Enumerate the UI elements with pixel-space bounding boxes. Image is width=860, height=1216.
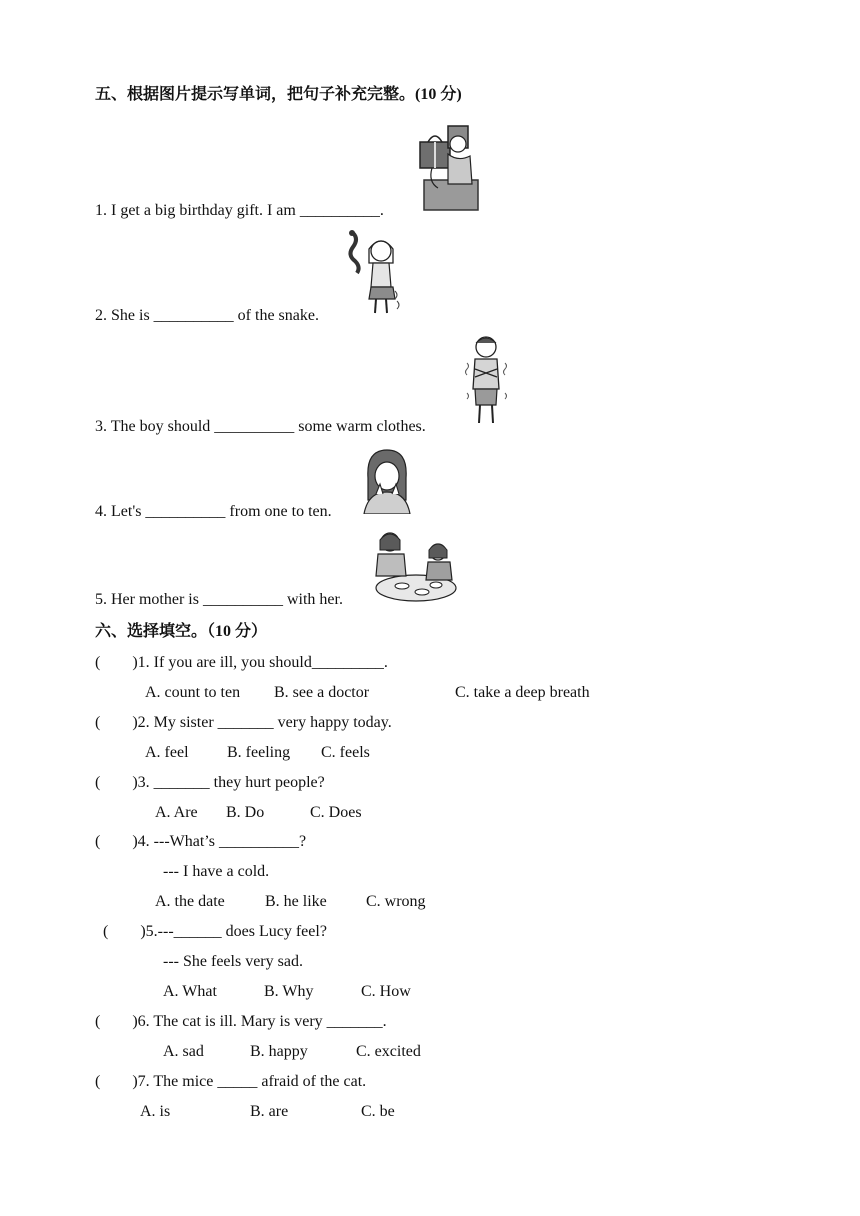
question-4-option-c: C. wrong xyxy=(366,893,426,910)
question-6-option-c: C. excited xyxy=(356,1043,421,1060)
question-1-option-c: C. take a deep breath xyxy=(455,684,590,701)
section-5-title: 五、根据图片提示写单词，把句子补充完整。(10 分) xyxy=(95,86,462,103)
fill-item-1: 1. I get a big birthday gift. I am __________. xyxy=(95,202,384,219)
cold-boy-icon xyxy=(463,333,509,431)
question-7-option-c: C. be xyxy=(361,1103,395,1120)
question-5-option-c: C. How xyxy=(361,983,411,1000)
question-3-option-b: B. Do xyxy=(226,804,265,821)
question-3-option-c: C. Does xyxy=(310,804,362,821)
question-4-option-b: B. he like xyxy=(265,893,327,910)
question-6-option-b: B. happy xyxy=(250,1043,308,1060)
question-7-option-a: A. is xyxy=(140,1103,171,1120)
fill-item-2: 2. She is __________ of the snake. xyxy=(95,307,319,324)
question-5-reply: --- She feels very sad. xyxy=(163,953,303,970)
question-4-reply: --- I have a cold. xyxy=(163,863,270,880)
mother-daughter-table-icon xyxy=(372,530,460,604)
question-1-stem: ( )1. If you are ill, you should_________. xyxy=(95,654,388,671)
girl-with-gift-icon xyxy=(418,122,480,214)
question-1-option-b: B. see a doctor xyxy=(274,684,370,701)
question-4-option-a: A. the date xyxy=(155,893,225,910)
girl-counting-icon xyxy=(362,448,412,514)
question-5-option-a: A. What xyxy=(163,983,217,1000)
fill-item-3: 3. The boy should __________ some warm clothes. xyxy=(95,418,426,435)
question-3-option-a: A. Are xyxy=(155,804,198,821)
question-7-option-b: B. are xyxy=(250,1103,289,1120)
scared-girl-snake-icon xyxy=(345,229,405,319)
question-6-stem: ( )6. The cat is ill. Mary is very _______. xyxy=(95,1013,387,1030)
question-7-stem: ( )7. The mice _____ afraid of the cat. xyxy=(95,1073,367,1090)
question-3-stem: ( )3. _______ they hurt people? xyxy=(95,774,325,791)
question-2-stem: ( )2. My sister _______ very happy today. xyxy=(95,714,392,731)
question-2-option-b: B. feeling xyxy=(227,744,291,761)
question-2-option-c: C. feels xyxy=(321,744,370,761)
fill-item-5: 5. Her mother is __________ with her. xyxy=(95,591,343,608)
fill-item-4: 4. Let's __________ from one to ten. xyxy=(95,503,332,520)
question-1-option-a: A. count to ten xyxy=(145,684,241,701)
question-2-option-a: A. feel xyxy=(145,744,189,761)
question-6-option-a: A. sad xyxy=(163,1043,204,1060)
question-4-stem: ( )4. ---What’s __________? xyxy=(95,833,307,850)
question-5-stem: ( )5.---______ does Lucy feel? xyxy=(103,923,327,940)
section-6-title: 六、选择填空。（10 分） xyxy=(95,623,268,640)
question-5-option-b: B. Why xyxy=(264,983,314,1000)
